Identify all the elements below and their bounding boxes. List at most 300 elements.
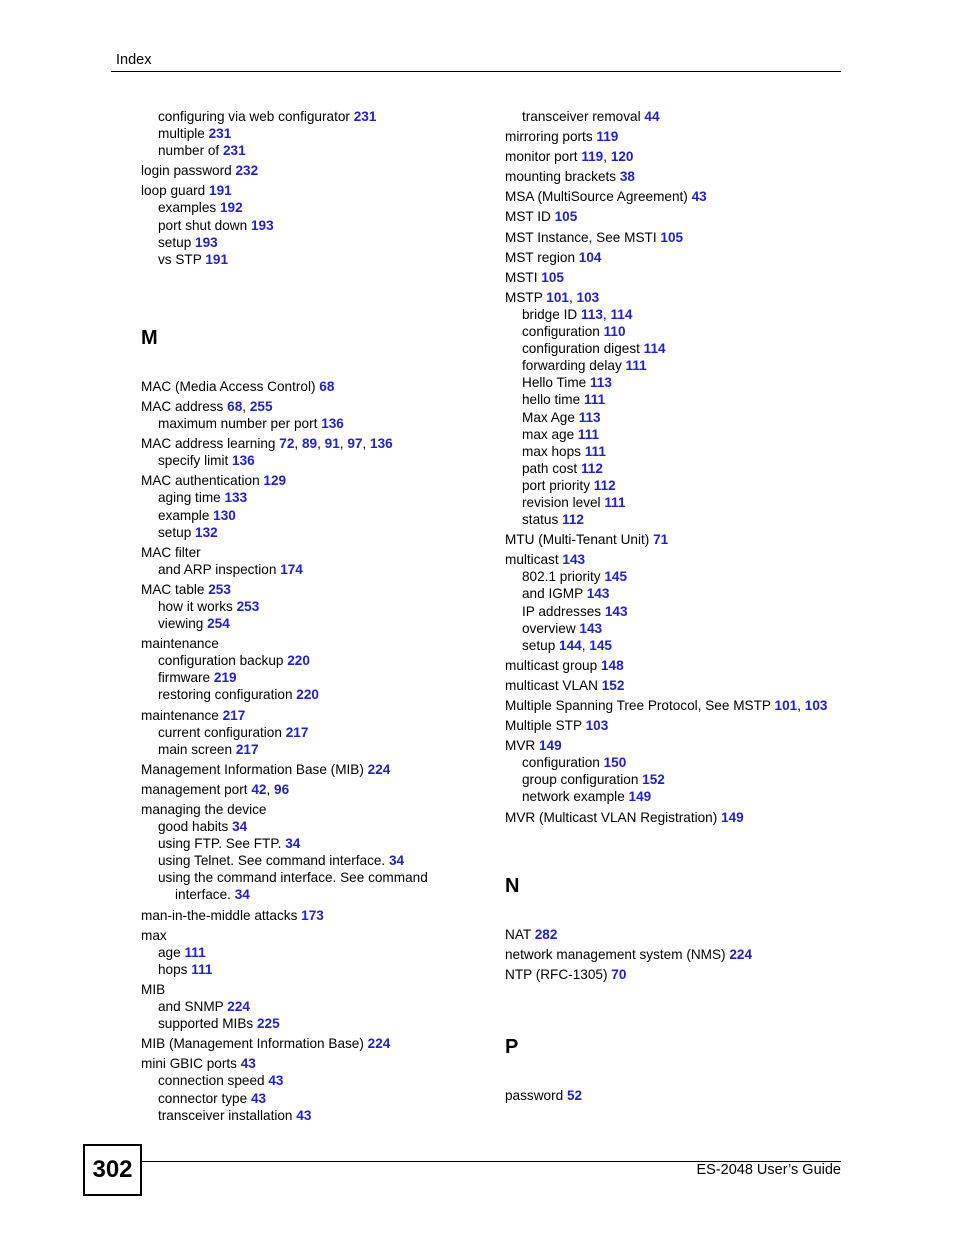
page-reference-link[interactable]: 149 (628, 789, 652, 805)
index-entry (505, 249, 850, 266)
index-subterm-text: group configuration (522, 772, 639, 788)
index-term: MAC address learning 72, 89, 91, 97, 136 (141, 436, 393, 452)
page-reference-link[interactable]: 143 (586, 586, 610, 602)
index-term-text: mirroring ports (505, 129, 593, 145)
index-term (505, 168, 850, 185)
index-term-text: maintenance (141, 636, 219, 652)
index-subterm (505, 754, 850, 771)
index-subterm-text: hops (158, 961, 188, 977)
page-reference-link[interactable]: 129 (263, 473, 287, 489)
page-reference-link[interactable]: 43 (250, 1090, 267, 1106)
index-entry (141, 907, 501, 924)
index-subterm: setup 144, 145 (522, 637, 612, 653)
index-subterm-text: 802.1 priority (522, 569, 601, 585)
page-reference-link[interactable]: 217 (235, 741, 259, 757)
index-subterm (141, 852, 501, 869)
index-subterm (141, 561, 501, 578)
index-term (505, 249, 850, 266)
index-entry (141, 581, 501, 632)
index-subterm-text: restoring configuration (158, 687, 293, 703)
index-term-text: MSTI (505, 269, 538, 285)
index-subterm-text: examples (158, 200, 217, 216)
page-reference-link[interactable]: 219 (213, 670, 237, 686)
index-subterm (505, 409, 850, 426)
index-subterm-text: specify limit (158, 453, 229, 469)
index-subterm-text: configuration (522, 324, 600, 340)
page-reference-link[interactable]: 111 (584, 443, 606, 459)
page-reference-link[interactable]: 253 (208, 581, 231, 597)
running-header: Index (116, 52, 152, 68)
index-subterm-text: connector type (158, 1090, 248, 1106)
page-reference-link[interactable]: 111 (625, 358, 647, 374)
index-subterm-text: max age (522, 426, 575, 442)
page-reference-link[interactable]: 148 (600, 657, 624, 673)
index-term (505, 229, 850, 246)
page-reference-link[interactable]: 255 (249, 398, 273, 414)
page-reference-link[interactable]: 220 (296, 687, 319, 703)
guide-title: ES-2048 User’s Guide (696, 1162, 841, 1178)
index-term-text: loop guard (141, 183, 206, 199)
index-subterm-text: transceiver installation (158, 1107, 293, 1123)
page-reference-link[interactable]: 143 (604, 603, 628, 619)
header-rule (111, 71, 841, 72)
page-reference-link[interactable]: 38 (619, 169, 635, 185)
page-reference-link[interactable]: 34 (388, 853, 405, 869)
index-entry (505, 657, 850, 674)
index-subterm-text: configuration (522, 755, 600, 771)
index-term-text: MTU (Multi-Tenant Unit) (505, 532, 650, 548)
index-term-text: MSTP (505, 289, 543, 305)
index-subterm-text: number of (158, 143, 220, 159)
index-subterm (141, 1107, 501, 1124)
index-subterm-text: IP addresses (522, 603, 602, 619)
index-term (505, 269, 850, 286)
page-reference-link[interactable]: 174 (280, 561, 303, 577)
page-reference-link[interactable]: 43 (268, 1073, 284, 1089)
index-term (141, 162, 501, 179)
index-subterm-text: overview (522, 620, 576, 636)
page-reference-link[interactable]: 112 (580, 460, 603, 476)
index-subterm (141, 234, 501, 251)
index-term (505, 737, 850, 754)
page-reference-link[interactable]: 89 (301, 436, 318, 452)
page-reference-link[interactable]: 149 (721, 809, 744, 825)
page-reference-link[interactable]: 143 (562, 552, 586, 568)
page-reference-link[interactable]: 111 (577, 426, 600, 442)
page-reference-link[interactable]: 193 (195, 234, 218, 250)
page-reference-link[interactable]: 103 (585, 718, 609, 734)
index-subterm (141, 998, 501, 1015)
index-subterm (505, 620, 850, 637)
page-reference-link[interactable]: 136 (232, 453, 255, 469)
index-entry (505, 108, 850, 125)
index-term-text: network management system (NMS) (505, 946, 726, 962)
page-reference-link[interactable]: 143 (579, 620, 603, 636)
index-subterm (505, 357, 850, 374)
page-reference-link[interactable]: 225 (256, 1016, 280, 1032)
page-reference-link[interactable]: 68 (227, 398, 243, 414)
index-subterm-text: revision level (522, 494, 601, 510)
page-reference-link[interactable]: 42 (251, 781, 267, 797)
page-reference-link[interactable]: 282 (534, 926, 558, 942)
section-letter: N (505, 874, 520, 897)
index-subterm (141, 199, 501, 216)
page-reference-link[interactable]: 217 (285, 724, 309, 740)
index-subterm (141, 961, 501, 978)
index-subterm-text: how it works (158, 598, 233, 614)
index-subterm (141, 741, 501, 758)
index-subterm-text: network example (522, 789, 625, 805)
page-reference-link[interactable]: 144 (559, 637, 582, 653)
page-reference-link[interactable]: 231 (223, 143, 246, 159)
page-reference-link[interactable]: 224 (367, 1036, 391, 1052)
index-entry (505, 531, 850, 548)
page-reference-link[interactable]: 43 (691, 189, 707, 205)
index-term-text: NTP (RFC-1305) (505, 966, 608, 982)
index-term-text: MST region (505, 249, 576, 265)
index-subterm-text: port priority (522, 477, 590, 493)
page-reference-link[interactable]: 113 (590, 375, 612, 391)
index-term-text: MST Instance, See MSTI (505, 229, 657, 245)
section-letter: M (141, 326, 158, 349)
index-subterm-text: Max Age (522, 409, 575, 425)
index-subterm (141, 217, 501, 234)
index-entry (141, 544, 501, 578)
index-entry (505, 188, 850, 205)
index-subterm-text: status (522, 512, 559, 528)
page-reference-link[interactable]: 253 (236, 598, 260, 614)
index-entry (141, 707, 501, 758)
index-column-right (505, 108, 850, 1107)
index-term (141, 907, 501, 924)
index-subterm-text: interface. (175, 887, 231, 903)
index-entry (505, 677, 850, 694)
index-subterm (141, 835, 501, 852)
index-subterm: bridge ID 113, 114 (522, 306, 633, 322)
page-reference-link[interactable]: 145 (604, 569, 628, 585)
index-term-text: password (505, 1087, 564, 1103)
index-subterm-text: using FTP. See FTP. (158, 836, 282, 852)
index-entry (141, 1035, 501, 1052)
index-term-text: MAC address (141, 398, 224, 414)
page-reference-link[interactable]: 91 (324, 436, 340, 452)
page-reference-link[interactable]: 34 (285, 836, 301, 852)
index-subterm (505, 494, 850, 511)
page-reference-link[interactable]: 112 (593, 477, 616, 493)
page-reference-link[interactable]: 103 (576, 289, 600, 305)
page-reference-link[interactable]: 71 (653, 532, 669, 548)
index-term (141, 761, 501, 778)
index-entry (141, 761, 501, 778)
index-entry (505, 128, 850, 145)
index-subterm (505, 460, 850, 477)
index-term-text: MAC filter (141, 544, 201, 560)
page-reference-link[interactable]: 119 (581, 149, 604, 165)
page-reference-link[interactable]: 152 (601, 677, 625, 693)
index-entry (505, 737, 850, 805)
index-entry (141, 398, 501, 432)
index-subterm-text: using Telnet. See command interface. (158, 853, 386, 869)
page-reference-link[interactable]: 224 (227, 999, 250, 1015)
index-subterm-text: configuring via web configurator (158, 109, 350, 124)
index-subterm-text: and ARP inspection (158, 561, 277, 577)
page-reference-link[interactable]: 136 (370, 436, 393, 452)
page-reference-link[interactable]: 111 (191, 961, 213, 977)
index-subterm-text: setup (522, 637, 556, 653)
index-subterm-text: hello time (522, 392, 581, 408)
page-reference-link[interactable]: 68 (319, 378, 335, 394)
page-reference-link[interactable]: 52 (566, 1087, 583, 1103)
page-reference-link[interactable]: 217 (222, 707, 246, 723)
page-reference-link[interactable]: 145 (589, 637, 612, 653)
index-entry (505, 697, 850, 714)
page-reference-link[interactable]: 101 (546, 289, 569, 305)
page-reference-link[interactable]: 111 (583, 392, 606, 408)
index-entry (141, 927, 501, 978)
index-subterm-text: configuration digest (522, 341, 640, 357)
index-term (505, 926, 850, 943)
index-term-text: Multiple Spanning Tree Protocol, See MSTP (505, 698, 771, 713)
index-term: monitor port 119, 120 (505, 149, 634, 165)
index-term (505, 809, 850, 826)
index-entry (505, 229, 850, 246)
page-number: 302 (83, 1144, 142, 1196)
index-term-text: maintenance (141, 707, 219, 723)
index-term-text: management port (141, 781, 248, 797)
page-reference-link[interactable]: 150 (603, 755, 627, 771)
index-subterm (141, 1015, 501, 1032)
index-entry (505, 289, 850, 528)
page-reference-link[interactable]: 111 (604, 494, 626, 510)
index-subterm-text: bridge ID (522, 306, 578, 322)
index-subterm (505, 788, 850, 805)
index-entry (505, 551, 850, 654)
index-term-text: max (141, 927, 167, 943)
index-entry (141, 635, 501, 703)
page-reference-link[interactable]: 70 (611, 966, 627, 982)
index-term (505, 208, 850, 225)
page-reference-link[interactable]: 224 (729, 946, 753, 962)
page-reference-link[interactable]: 101 (774, 698, 798, 713)
page-reference-link[interactable]: 34 (232, 819, 248, 835)
index-subterm (141, 869, 501, 903)
index-subterm-text: Hello Time (522, 375, 587, 391)
page-reference-link[interactable]: 120 (610, 149, 634, 165)
page-reference-link[interactable]: 193 (250, 217, 274, 233)
index-term-text: login password (141, 163, 232, 179)
index-entry (141, 435, 501, 469)
index-subterm (505, 391, 850, 408)
index-term (505, 551, 850, 568)
index-entry (141, 378, 501, 395)
index-term: MSTP 101, 103 (505, 289, 600, 305)
index-subterm (505, 568, 850, 585)
index-subterm (141, 615, 501, 632)
index-term-text: MST ID (505, 209, 551, 225)
index-entry (505, 809, 850, 826)
index-entry (505, 1087, 850, 1104)
index-subterm (505, 585, 850, 602)
page-reference-link[interactable]: 97 (347, 436, 363, 452)
index-subterm (141, 944, 501, 961)
section-letter: P (505, 1035, 519, 1058)
page-reference-link[interactable]: 105 (660, 229, 684, 245)
index-subterm (505, 443, 850, 460)
index-subterm-text: max hops (522, 443, 581, 459)
index-term (505, 657, 850, 674)
index-subterm (505, 374, 850, 391)
index-subterm (141, 507, 501, 524)
index-term-text: monitor port (505, 149, 578, 165)
page-reference-link[interactable]: 191 (205, 251, 229, 267)
index-subterm-text: maximum number per port (158, 416, 318, 432)
index-entry (141, 801, 501, 904)
index-term-text: mini GBIC ports (141, 1056, 237, 1072)
index-subterm-text: age (158, 944, 181, 960)
page-reference-link[interactable]: 111 (184, 944, 206, 960)
index-subterm (141, 452, 501, 469)
page-reference-link[interactable]: 192 (219, 200, 243, 216)
page-reference-link[interactable]: 104 (578, 249, 602, 265)
index-subterm (505, 323, 850, 340)
index-entry (141, 472, 501, 540)
index-term-text: MSA (MultiSource Agreement) (505, 189, 688, 205)
index-subterm-text: main screen (158, 741, 233, 757)
index-term-text: MIB (Management Information Base) (141, 1036, 364, 1052)
index-entry (505, 717, 850, 734)
page-reference-link[interactable]: 103 (804, 698, 828, 713)
index-subterm (141, 108, 501, 125)
page-reference-link[interactable]: 113 (580, 306, 603, 322)
index-subterm-text: good habits (158, 819, 229, 835)
index-subterm (141, 1072, 501, 1089)
index-term-text: multicast VLAN (505, 677, 598, 693)
page-reference-link[interactable]: 112 (562, 512, 584, 528)
index-subterm-text: supported MIBs (158, 1016, 254, 1032)
page-reference-link[interactable]: 132 (195, 524, 218, 540)
index-subterm (505, 340, 850, 357)
index-subterm-text: transceiver removal (522, 109, 641, 124)
page-reference-link[interactable]: 72 (279, 436, 295, 452)
page-reference-link[interactable]: 114 (643, 341, 666, 357)
index-subterm (505, 477, 850, 494)
index-term-text: managing the device (141, 802, 267, 817)
index-subterm-text: and IGMP (522, 586, 583, 602)
index-entry (141, 182, 501, 267)
page-reference-link[interactable]: 96 (274, 781, 290, 797)
index-term (141, 581, 501, 598)
index-term-text: MAC table (141, 581, 205, 597)
page-reference-link[interactable]: 43 (296, 1107, 312, 1123)
index-term (141, 801, 501, 818)
page-reference-link[interactable]: 231 (208, 126, 232, 142)
page-reference-link[interactable]: 232 (235, 163, 259, 179)
page-reference-link[interactable]: 149 (539, 738, 562, 754)
page-reference-link[interactable]: 220 (287, 653, 310, 669)
index-entry (141, 781, 501, 798)
index-subterm (505, 511, 850, 528)
page-reference-link[interactable]: 254 (207, 616, 230, 632)
page-reference-link[interactable]: 44 (644, 109, 660, 124)
page-reference-link[interactable]: 191 (209, 183, 232, 199)
index-term (141, 981, 501, 998)
index-subterm-text: port shut down (158, 217, 248, 233)
index-term (505, 946, 850, 963)
index-entry (505, 926, 850, 943)
index-subterm-text: viewing (158, 616, 204, 632)
page-reference-link[interactable]: 43 (240, 1056, 256, 1072)
index-term-text: MAC address learning (141, 436, 276, 452)
index-term: management port 42, 96 (141, 781, 290, 797)
page-reference-link[interactable]: 105 (554, 209, 578, 225)
index-entry (505, 168, 850, 185)
index-term: Multiple Spanning Tree Protocol, See MSTP 101, 103 (505, 698, 828, 713)
page-reference-link[interactable]: 105 (541, 269, 564, 285)
page-reference-link[interactable]: 34 (234, 887, 250, 903)
index-column-left (141, 108, 501, 1127)
index-subterm (141, 1090, 501, 1107)
index-subterm-text: configuration backup (158, 653, 284, 669)
index-subterm (141, 818, 501, 835)
index-term (141, 472, 501, 489)
page-reference-link[interactable]: 231 (353, 109, 377, 124)
index-term (505, 1087, 850, 1104)
index-entry (505, 208, 850, 225)
page-reference-link[interactable]: 113 (578, 409, 601, 425)
index-subterm (141, 724, 501, 741)
page-reference-link[interactable]: 130 (213, 507, 236, 523)
index-entry (505, 946, 850, 963)
index-subterm (505, 603, 850, 620)
index-term-text: multicast (505, 552, 559, 568)
page-reference-link[interactable]: 173 (301, 907, 324, 923)
index-entry (141, 1055, 501, 1123)
index-subterm-text: setup (158, 524, 192, 540)
index-term (141, 707, 501, 724)
page-reference-link[interactable]: 152 (642, 772, 665, 788)
page-reference-link[interactable]: 114 (610, 306, 633, 322)
page-reference-link[interactable]: 136 (321, 416, 344, 432)
index-subterm-text: vs STP (158, 251, 202, 267)
index-subterm (141, 489, 501, 506)
page-reference-link[interactable]: 133 (224, 490, 248, 506)
index-subterm (141, 125, 501, 142)
index-term (505, 531, 850, 548)
index-subterm (141, 686, 501, 703)
index-term-text: Multiple STP (505, 718, 582, 734)
index-term-text: MVR (Multicast VLAN Registration) (505, 809, 718, 825)
index-term-text: MAC (Media Access Control) (141, 378, 316, 394)
index-term (141, 378, 501, 395)
index-term-text: MVR (505, 738, 536, 754)
index-entry (505, 966, 850, 983)
index-subterm-text: using the command interface. See command (158, 870, 428, 886)
index-entry (141, 162, 501, 179)
index-term-text: MAC authentication (141, 473, 260, 489)
index-term (141, 635, 501, 652)
page-reference-link[interactable]: 119 (596, 129, 619, 145)
index-subterm (141, 415, 501, 432)
index-subterm (141, 524, 501, 541)
page-reference-link[interactable]: 110 (603, 324, 626, 340)
index-term (141, 1055, 501, 1072)
page-reference-link[interactable]: 224 (367, 761, 391, 777)
index-entry (141, 981, 501, 1032)
index-subterm (141, 669, 501, 686)
index-term-text: Management Information Base (MIB) (141, 761, 364, 777)
index-entry (505, 269, 850, 286)
index-subterm-text: multiple (158, 126, 205, 142)
